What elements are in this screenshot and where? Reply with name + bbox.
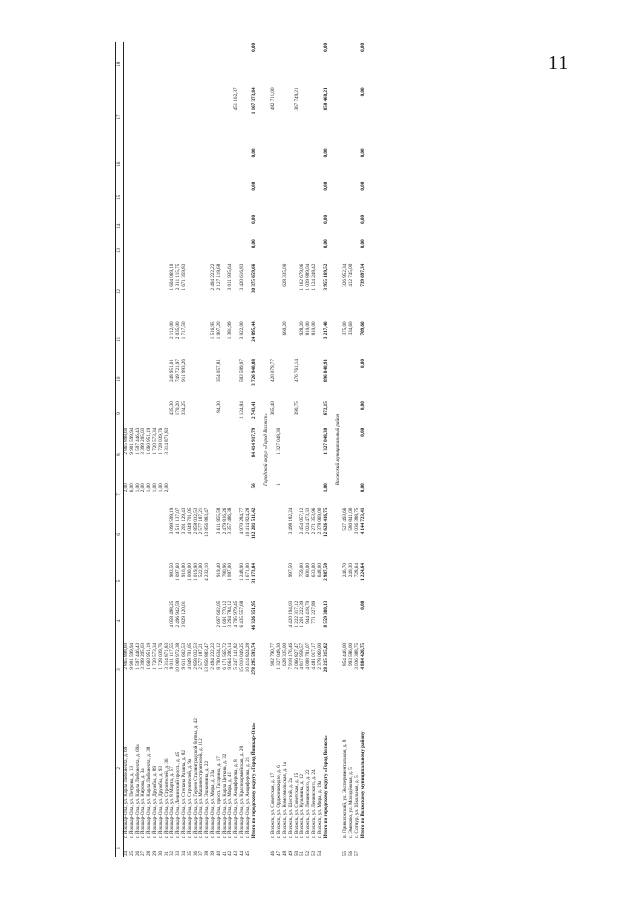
value-cell: 2 865 898,60	[123, 427, 129, 455]
value-cell: 2 865 898,60	[123, 642, 129, 670]
value-cell: 1,00	[151, 483, 158, 493]
value-cell: 3 399 205,03	[140, 427, 147, 455]
value-cell: 5 247 141,82	[233, 642, 240, 670]
row-number-cell: 41	[221, 850, 228, 856]
value-cell: 6,00	[128, 483, 135, 493]
value-cell: 2 494 222,22	[209, 263, 216, 291]
address-cell: г. Йошкар-Ола, ул. Машиностроителей, д. 112	[198, 738, 205, 839]
value-cell: 326 952,34	[342, 263, 349, 287]
value-cell: 3 829 120,01	[180, 600, 187, 628]
value-cell: 771 227,89	[310, 600, 317, 624]
value-cell: 0,00	[359, 43, 366, 52]
value-cell: 0,00	[359, 181, 366, 191]
value-cell: 0,00	[250, 181, 257, 191]
value-cell: 739 697,34	[359, 263, 366, 287]
value-cell: 810,00	[305, 321, 312, 336]
address-cell: п. Приволжский, ул. Экспериментальная, д. 8	[342, 739, 349, 839]
value-cell: 0,00	[250, 43, 257, 52]
column-header: 8	[116, 427, 124, 482]
value-cell: 8 559 380,13	[322, 600, 329, 628]
value-cell: 1 000,00	[186, 563, 193, 581]
value-cell: 4 058 498,25	[169, 600, 176, 628]
address-cell: г. Волжск, ул. Советская, д. 17	[270, 772, 277, 839]
value-cell: 910,00	[180, 563, 187, 578]
value-cell: 1 597 446,43	[134, 642, 141, 670]
address-cell: г. Волжск, ул. Советская, д. 15	[293, 772, 300, 839]
value-cell: 0,00	[322, 239, 329, 249]
row-number-cell: 29	[151, 850, 158, 856]
row-number-cell: 55	[342, 850, 349, 856]
value-cell: 1 717,50	[180, 321, 187, 340]
column-header: 10	[116, 358, 124, 400]
value-cell: 4 048 701,05	[186, 507, 193, 535]
value-cell: 928,20	[299, 321, 306, 336]
address-cell: с. Сотнур, ул. Школьная, д. 5	[353, 775, 360, 839]
value-cell: 1,00	[322, 483, 329, 493]
value-cell: 435,30	[169, 401, 176, 416]
value-cell: 4 511 137,07	[175, 507, 182, 535]
value-cell: 0,00	[250, 214, 257, 224]
value-cell: 9 901 599,94	[128, 427, 135, 455]
value-cell: 278 295 593,74	[250, 642, 257, 675]
address-cell: г. Йошкар-Ола, ул. Эшкинина, д. 22	[204, 761, 211, 839]
value-cell: 2 378 069,00	[316, 642, 323, 670]
address-cell: г. Йошкар-Ола, ул. Степана Разина, д. 82	[180, 750, 187, 839]
value-cell: 46 326 351,95	[250, 600, 257, 631]
value-cell: 1 222 317,12	[293, 600, 300, 628]
address-cell: г. Волжск, ул. Орджоникидзе, д. 6	[276, 765, 283, 839]
value-cell: 1 604 069,10	[169, 263, 176, 291]
address-cell: Итого по городскому округу «Город Йошкар-Ола»	[250, 722, 257, 839]
value-cell: 1,00	[146, 483, 153, 493]
value-cell: 1 660 951,19	[146, 642, 153, 670]
value-cell: 0,00	[359, 148, 366, 158]
column-header: 15	[116, 181, 124, 214]
value-cell: 580 841,00	[348, 507, 355, 531]
address-cell: г. Йошкар-Ола, ул. 8 Марта, д. 57	[169, 766, 176, 839]
address-cell: г. Волжск, ул. Мира, д. 19а	[316, 780, 323, 839]
column-header: 9	[116, 400, 124, 427]
column-header: 5	[116, 562, 124, 600]
value-cell: 1,00	[134, 483, 141, 493]
value-cell: 0,00	[359, 239, 366, 249]
row-number-cell: 27	[140, 850, 147, 856]
value-cell: 31 173,04	[250, 563, 257, 584]
value-cell: 4 884 420,75	[359, 642, 366, 670]
address-cell: г. Йошкар-Ола, ул. Петрова, д. 13	[128, 766, 135, 839]
value-cell: 4 481 017,17	[310, 642, 317, 670]
row-number-cell: 34	[180, 850, 187, 856]
value-cell: 854 446,00	[342, 642, 349, 666]
section-heading: Волжский муниципальный район	[334, 413, 341, 486]
value-cell: 8 790 634,12	[215, 642, 222, 670]
value-cell: 24 095,44	[250, 321, 257, 342]
value-cell: 1 201 222,39	[299, 600, 306, 628]
address-cell: г. Йошкар-Ола, ул. Дружбы, д. 93	[157, 766, 164, 839]
address-cell: г. Йошкар-Ола, ул. Карла Либкнехта, д. 38	[146, 746, 153, 839]
value-cell: 2 987,50	[322, 563, 329, 581]
column-header: 16	[116, 147, 124, 180]
section-heading-row	[334, 42, 343, 857]
value-cell: 4 817 958,57	[299, 642, 306, 670]
value-cell: 1 660 951,19	[146, 427, 153, 455]
address-cell: г. Волжск, ул. Ленинского, д. 22	[305, 769, 312, 839]
address-cell: г. Йошкар-Ола, ул. Дружбы, д. 89	[151, 766, 158, 839]
row-number-cell: 26	[134, 850, 141, 856]
value-cell: 1,00	[157, 483, 164, 493]
address-cell: г. Йошкар-Ола, Ленинский просп., д. 45	[175, 751, 182, 839]
value-cell: 249,30	[348, 563, 355, 578]
address-cell: г. Йошкар-Ола, ул. Анциферова, д. 21	[244, 756, 251, 839]
value-cell: 6 435 557,68	[238, 600, 245, 628]
value-cell: 1 124 248,42	[310, 263, 317, 291]
column-header: 14	[116, 214, 124, 238]
value-cell: 9 901 599,94	[128, 642, 135, 670]
value-cell: 0,00	[250, 239, 257, 249]
value-cell: 628 335,00	[281, 263, 288, 287]
value-cell: 1 087,00	[227, 563, 234, 581]
address-cell: г. Йошкар-Ола, ул. Карла Либкнехта, д. 69а	[134, 744, 141, 839]
column-header: 11	[116, 320, 124, 358]
value-cell: 365,40	[270, 401, 277, 416]
page-number: 11	[548, 52, 570, 74]
value-cell: 1 167 373,84	[250, 87, 257, 115]
value-cell: 9 664 206,14	[227, 642, 234, 670]
column-header: 13	[116, 238, 124, 262]
value-cell: 10 068 972,38	[175, 642, 182, 673]
value-cell: 420 079,77	[270, 359, 277, 383]
row-number-cell: 54	[316, 850, 323, 856]
value-cell: 0,00	[359, 483, 366, 493]
value-cell: 0,00	[322, 181, 329, 191]
address-cell: г. Йошкар-Ола, ул. Героев Сталинградской битвы, д. 42	[192, 718, 199, 839]
value-cell: 628 335,00	[281, 642, 288, 666]
value-cell: 2 378 069,00	[316, 507, 323, 535]
value-cell: 728,64	[353, 563, 360, 578]
value-cell: 354 057,81	[215, 359, 222, 383]
value-cell: 1 720 573,34	[151, 427, 158, 455]
value-cell: 4 795 979,45	[233, 600, 240, 628]
row-number-cell: 53	[310, 850, 317, 856]
value-cell: 10 414 824,28	[244, 507, 251, 537]
column-header: 2	[116, 697, 124, 839]
value-cell: 13 856 883,47	[204, 642, 211, 673]
row-number-cell: 28	[146, 850, 153, 856]
value-cell: 993 586,00	[348, 642, 355, 666]
row-number-cell: 35	[186, 850, 193, 856]
column-header: 18	[116, 42, 124, 86]
value-cell: 997,50	[287, 563, 294, 578]
value-cell: 3 294 784,12	[227, 600, 234, 628]
column-header: 4	[116, 600, 124, 642]
address-cell: г. Йошкар-Ола, ул. Мира, д. 23а	[209, 769, 216, 839]
value-cell: 1 728 039,76	[157, 642, 164, 670]
address-cell: г. Йошкар-Ола, ул. Кирова, д. 3а	[140, 768, 147, 839]
value-cell: 633,00	[310, 563, 317, 578]
row-number-cell: 52	[305, 850, 312, 856]
value-cell: 3 217,40	[322, 321, 329, 340]
value-cell: 709,60	[359, 321, 366, 336]
value-cell: 3 036 388,75	[353, 642, 360, 670]
value-cell: 2 743,41	[250, 401, 257, 420]
value-cell: 810,00	[310, 321, 317, 336]
row-number-cell: 44	[238, 850, 245, 856]
value-cell: 2 496 942,59	[175, 600, 182, 628]
address-cell: г. Волжск, ул. Шестой, д. 2а	[287, 777, 294, 839]
value-cell: 3 399 205,03	[140, 642, 147, 670]
value-cell: 850 460,21	[322, 87, 329, 111]
value-cell: 911 993,26	[180, 359, 187, 382]
value-cell: 7 918 176,46	[287, 642, 294, 670]
value-cell: 84 414 917,79	[250, 427, 257, 458]
value-cell: 30 375 659,66	[250, 263, 257, 294]
row-number-cell: 51	[299, 850, 306, 856]
row-number-cell: 33	[175, 850, 182, 856]
column-header: 12	[116, 263, 124, 321]
value-cell: 2 024 473,33	[305, 507, 312, 535]
address-cell: Итого по Волжскому муниципальному району	[359, 731, 366, 839]
value-cell: 1 224,64	[359, 563, 366, 581]
register-table	[115, 42, 371, 857]
value-cell: 3 022,00	[238, 321, 245, 340]
value-cell: 12 626 416,75	[322, 507, 329, 537]
column-header: 7	[116, 482, 124, 506]
value-cell: 648,00	[316, 563, 323, 578]
value-cell: 390,75	[293, 401, 300, 416]
value-cell: 1	[276, 483, 283, 486]
section-heading: Городской округ «Город Волжск»	[262, 413, 269, 486]
value-cell: 3 420 616,83	[238, 263, 245, 291]
value-cell: 0,00	[322, 214, 329, 224]
address-cell: г. Йошкар-Ола, ул. Красноармейская, д. 28	[238, 745, 245, 839]
value-cell: 1 907,20	[215, 321, 222, 340]
row-number-cell: 32	[169, 850, 176, 856]
value-cell: 0,00	[359, 359, 366, 369]
value-cell: 3 011 935,64	[227, 263, 234, 291]
value-cell: 28 215 315,82	[322, 642, 329, 673]
address-cell: г. Йошкар-Ола, ул. Карла Либкнехта, д. 69	[123, 746, 129, 839]
value-cell: 6 171 565,72	[221, 642, 228, 670]
column-header: 3	[116, 642, 124, 697]
value-cell: 1 162 679,06	[299, 263, 306, 291]
value-cell: 1 019,90	[192, 563, 199, 581]
value-cell: 1 720 573,34	[151, 642, 158, 670]
value-cell: 3 099 599,19	[169, 507, 176, 535]
value-cell: 2 577 187,21	[198, 642, 205, 670]
value-cell: 2 035,00	[175, 321, 182, 340]
row-number-cell: 50	[293, 850, 300, 856]
value-cell: 0,00	[359, 427, 366, 437]
value-cell: 2 479 816,26	[221, 507, 228, 535]
value-cell: 2 454 057,12	[299, 507, 306, 535]
value-cell: 9 611 602,53	[180, 642, 187, 670]
value-cell: 334,60	[348, 321, 355, 336]
row-number-cell: 57	[353, 850, 360, 856]
value-cell: 4 008 781,07	[305, 642, 312, 670]
row-number-cell: 37	[198, 850, 205, 856]
value-cell: 112 281 511,42	[250, 507, 257, 539]
value-cell: 2,00	[140, 483, 147, 493]
row-number-cell: 40	[215, 850, 222, 856]
value-cell: 2,00	[163, 483, 170, 493]
row-number-cell: 48	[281, 850, 288, 856]
address-cell: г. Волжск, ул. Ленинского, д. 24	[310, 769, 317, 839]
rotated-table-page	[115, 42, 620, 857]
address-cell: г. Йошкар-Ола, ул. Строителей, д. 36	[163, 758, 170, 839]
value-cell: 2 066 827,47	[293, 642, 300, 670]
value-cell: 919,40	[215, 563, 222, 578]
row-number-cell: 45	[244, 850, 251, 856]
value-cell: 3 036 388,75	[353, 507, 360, 535]
value-cell: 334,25	[180, 401, 187, 416]
value-cell: 1 597 446,43	[134, 427, 141, 455]
value-cell: 451 162,37	[233, 87, 240, 111]
value-cell: 0,00	[359, 600, 366, 610]
value-cell: 482 711,00	[270, 87, 277, 111]
value-cell: 476 761,14	[293, 359, 300, 383]
value-cell: 4 144 723,41	[359, 507, 366, 535]
value-cell: 248 951,01	[169, 359, 176, 383]
table-body	[124, 42, 372, 857]
value-cell: 2 697 602,05	[215, 600, 222, 628]
value-cell: 1 728 039,76	[157, 427, 164, 455]
value-cell: 1 248,90	[238, 563, 245, 581]
address-cell: г. Йошкар-Ола, ул. Анциферова, д. 8	[233, 759, 240, 839]
value-cell: 896 840,91	[322, 359, 329, 383]
value-cell: 522,00	[198, 563, 205, 578]
row-number-cell: 39	[209, 850, 216, 856]
value-cell: 600,00	[305, 563, 312, 578]
address-cell: г. Волжск, ул. Кузьмина, д. 12	[299, 774, 306, 839]
value-cell: 2,00	[123, 483, 129, 493]
section-heading-row	[262, 42, 271, 857]
value-cell: 3 726 940,08	[250, 359, 257, 386]
value-cell: 375,00	[342, 321, 349, 336]
value-cell: 583 589,97	[238, 359, 245, 383]
value-cell: 2 858 032,53	[192, 642, 199, 670]
value-cell: 84,30	[215, 401, 222, 413]
column-header: 17	[116, 86, 124, 147]
value-cell: 0,00	[359, 87, 366, 97]
address-cell: г. Йошкар-Ола, просп. Гагарина, д. 17	[215, 756, 222, 839]
value-cell: 660,20	[281, 321, 288, 336]
value-cell: 3 314 871,83	[163, 427, 170, 455]
value-cell: 3 955 169,52	[322, 263, 329, 291]
address-cell: г. Волжск, ул. Комсомольская, д. 1а	[281, 761, 288, 839]
value-cell: 1 039 889,04	[305, 263, 312, 291]
value-cell: 1 381,99	[227, 321, 234, 340]
value-cell: 3 314 871,83	[163, 642, 170, 670]
value-cell: 246,70	[342, 563, 349, 578]
value-cell: 1 124,84	[238, 401, 245, 420]
row-number-cell: 47	[276, 850, 283, 856]
column-header: 6	[116, 507, 124, 562]
value-cell: 983,50	[169, 563, 176, 578]
address-cell: Итого по городскому округу «Город Волжск»	[322, 735, 329, 839]
value-cell: 0,00	[359, 214, 366, 224]
value-cell: 4 048 701,05	[186, 642, 193, 670]
row-number-cell: 56	[348, 850, 355, 856]
value-cell: 2 858 032,53	[192, 507, 199, 535]
address-cell: с. Эмеково, ул. Молодёжная, д. 5	[348, 767, 355, 839]
value-cell: 2 311 115,75	[175, 263, 182, 291]
value-cell: 56	[250, 483, 257, 489]
row-number-cell: 42	[227, 850, 234, 856]
value-cell: 2 577 187,21	[198, 507, 205, 535]
value-cell: 2 271 353,96	[310, 507, 317, 535]
value-cell: 3 611 855,58	[215, 507, 222, 535]
value-cell: 2 112,00	[169, 321, 176, 340]
value-cell: 527 493,66	[342, 507, 349, 531]
value-cell: 1 327 048,30	[276, 427, 283, 455]
value-cell: 2 127 118,68	[215, 263, 222, 291]
value-cell: 0,00	[322, 43, 329, 52]
row-number-cell: 46	[270, 850, 277, 856]
value-cell: 4 970 284,77	[238, 507, 245, 535]
value-cell: 1 691 770,12	[221, 600, 228, 628]
row-number-cell: 25	[128, 850, 135, 856]
row-number-cell: 31	[163, 850, 170, 856]
value-cell: 759,00	[299, 563, 306, 578]
spacer-cell	[366, 42, 371, 857]
address-cell: г. Йошкар-Ола, ул. Строителей, д. 9а	[186, 758, 193, 839]
value-cell: 9 011 117,55	[169, 642, 176, 670]
value-cell: 1 327 048,30	[276, 642, 283, 670]
value-cell: 412 745,00	[348, 263, 355, 287]
value-cell: 1 671 359,83	[180, 263, 187, 291]
spacer-row	[366, 42, 371, 857]
row-number-cell: 38	[204, 850, 211, 856]
value-cell: 0,00	[250, 148, 257, 158]
address-cell: г. Йошкар-Ола, ул. Мира, д. 41	[227, 771, 234, 839]
value-cell: 1 516,95	[209, 321, 216, 340]
value-cell: 0,00	[359, 401, 366, 411]
row-number-cell: 36	[192, 850, 199, 856]
value-cell: 3 498 182,24	[287, 507, 294, 535]
row-number-cell: 49	[287, 850, 294, 856]
value-cell: 4 232,10	[204, 563, 211, 581]
value-cell: 1 097,60	[175, 563, 182, 581]
value-cell: 780,96	[221, 563, 228, 578]
value-cell: 1 671,00	[244, 563, 251, 581]
value-cell: 2 494 222,22	[209, 642, 216, 670]
value-cell: 0,00	[322, 148, 329, 158]
value-cell: 4 420 194,03	[287, 600, 294, 628]
row-number-cell: 30	[157, 850, 164, 856]
row-number-cell: 43	[233, 850, 240, 856]
address-cell: г. Йошкар-Ола, ул. Карла Цеткин, д. 32	[221, 753, 228, 839]
row-number-cell: 24	[123, 850, 129, 856]
value-cell: 170,20	[175, 401, 182, 416]
column-header: 1	[116, 839, 124, 857]
value-cell: 10 414 824,28	[244, 642, 251, 673]
value-cell: 1 327 048,30	[322, 427, 329, 455]
value-cell: 15 010 049,25	[238, 642, 245, 673]
value-cell: 367 749,21	[293, 87, 300, 111]
value-cell: 749 721,97	[175, 359, 182, 383]
value-cell: 3 357 486,38	[227, 507, 234, 535]
value-cell: 944 418,70	[305, 600, 312, 624]
value-cell: 672,15	[322, 401, 329, 416]
value-cell: 902 790,77	[270, 642, 277, 666]
value-cell: 13 856 883,47	[204, 507, 211, 537]
value-cell: 3 201 129,43	[180, 507, 187, 535]
